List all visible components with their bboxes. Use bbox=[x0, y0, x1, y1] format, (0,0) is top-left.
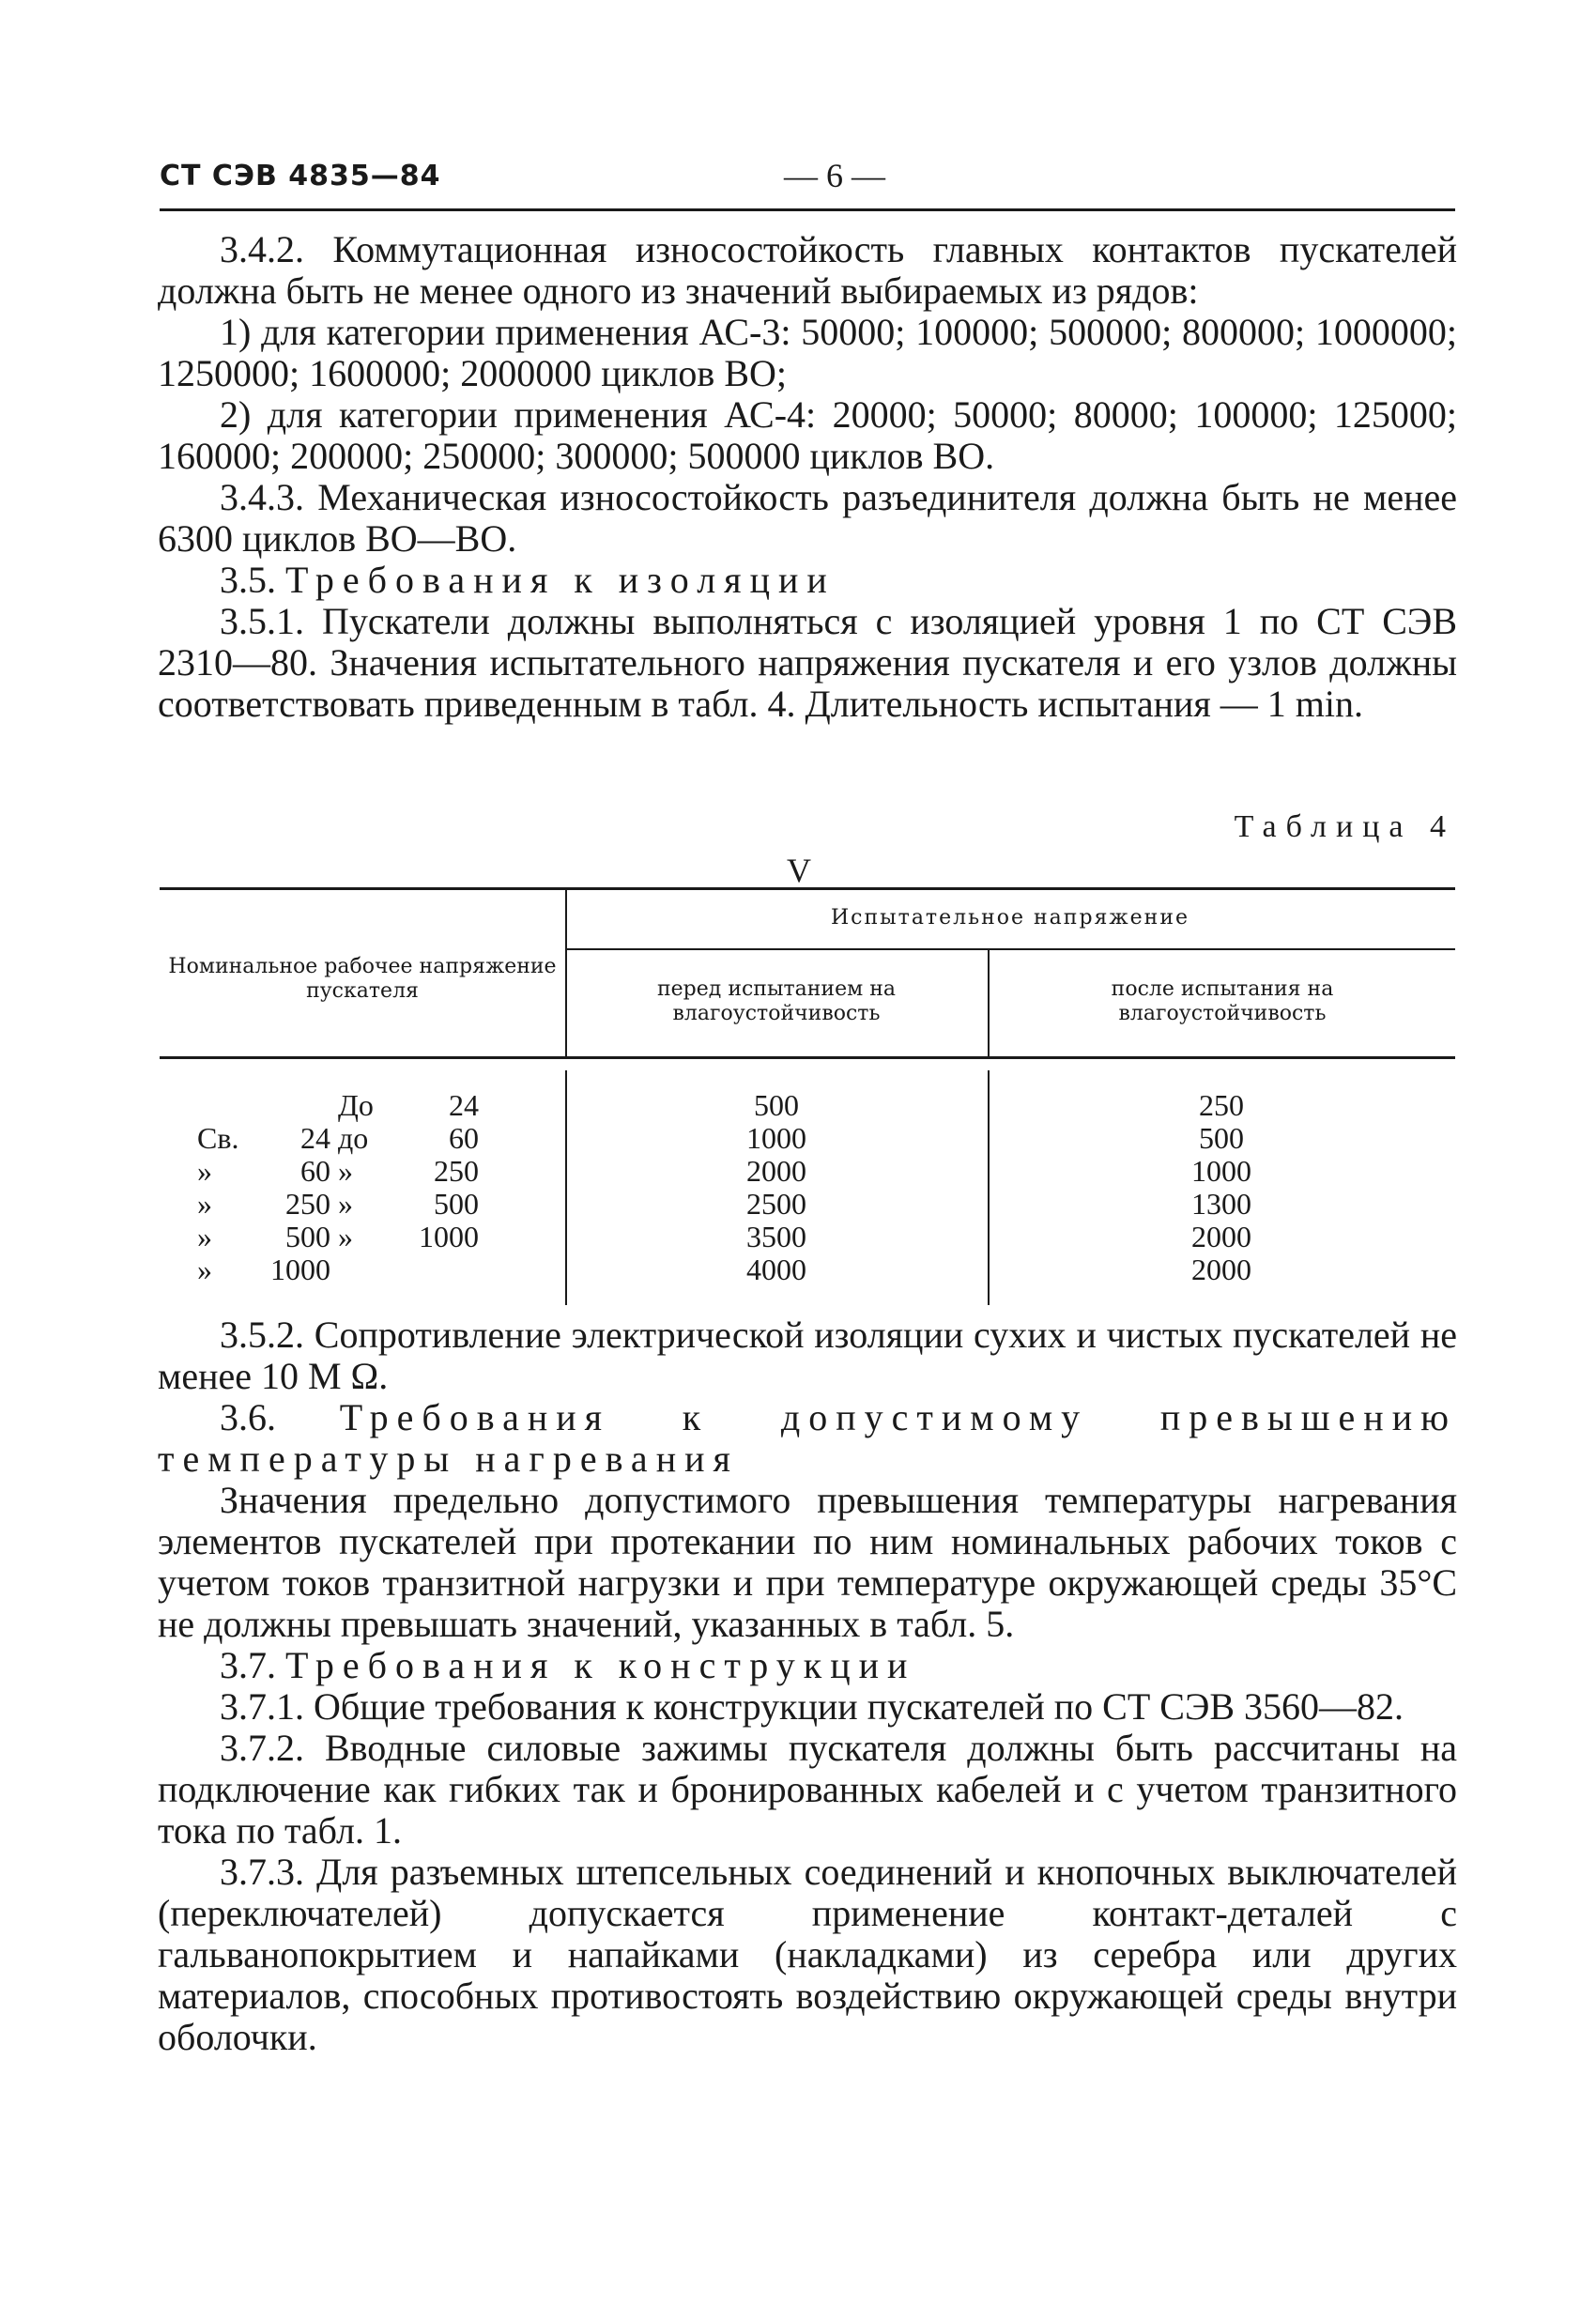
group-header-rule bbox=[565, 948, 1455, 950]
text-block-bottom bbox=[158, 1314, 1457, 2058]
section-title: Требования к допустимому превышению температуры нагревания bbox=[158, 1396, 1457, 1480]
column-divider bbox=[988, 948, 990, 1056]
table-row-label: » 1000 bbox=[197, 1253, 330, 1286]
paragraph-3-4-3: 3.4.3. Механическая износостойкость разъединителя должна быть не менее 6300 циклов ВО—ВО. bbox=[158, 476, 1457, 560]
cell-before-value: 4000 bbox=[746, 1253, 806, 1286]
paragraph-3-7-3: 3.7.3. Для разъемных штепсельных соединений и кнопочных выключателей (переключателей) допускается применение контакт-деталей с гальванопокрытием и напайками (накладками) из серебра или других материалов, способных противостоять воздействию окружающей среды внутри оболочки. bbox=[158, 1851, 1457, 2058]
page-header bbox=[160, 148, 1455, 205]
table-top-rule bbox=[160, 887, 1455, 890]
cell-after-value: 2000 bbox=[1191, 1220, 1251, 1253]
table-4 bbox=[160, 887, 1455, 1310]
cell-before-value: 500 bbox=[754, 1088, 799, 1122]
section-number: 3.6. bbox=[220, 1396, 276, 1438]
paragraph-3-7-1: 3.7.1. Общие требования к конструкции пускателей по СТ СЭВ 3560—82. bbox=[220, 1685, 1404, 1728]
paragraph-3-6-text: Значения предельно допустимого превышения температуры нагревания элементов пускателей при протекании по ним номинальных рабочих токов с учетом токов транзитной нагрузки и при температуре окружающей среды 35°С не должны превышать значений, указанных в табл. 5. bbox=[158, 1479, 1457, 1645]
table-unit: V bbox=[787, 852, 811, 889]
section-heading-3-5 bbox=[158, 560, 1457, 601]
section-title: Требования к конструкции bbox=[285, 1644, 916, 1686]
cell-before-value: 1000 bbox=[746, 1121, 806, 1155]
page-number: — 6 — bbox=[784, 157, 885, 194]
cell-after-value: 250 bbox=[1199, 1088, 1244, 1122]
document-code: СТ СЭВ 4835—84 bbox=[160, 160, 441, 192]
section-title: Требования к изоляции bbox=[285, 559, 836, 601]
cell-before-value: 3500 bbox=[746, 1220, 806, 1253]
section-number: 3.7. bbox=[220, 1644, 276, 1686]
table-row-label: » 60 » 250 bbox=[197, 1154, 479, 1188]
table-title: Таблица 4 bbox=[1234, 809, 1455, 844]
paragraph-3-5-2: 3.5.2. Сопротивление электрической изоляции сухих и чистых пускателей не менее 10 М Ω. bbox=[158, 1314, 1457, 1397]
section-heading-3-6 bbox=[158, 1397, 1457, 1480]
paragraph-ac4-list: 2) для категории применения АС-4: 20000; 50000; 80000; 100000; 125000; 160000; 200000; 250000; 300000; 500000 циклов ВО. bbox=[158, 393, 1457, 477]
table-header-rule bbox=[160, 1056, 1455, 1059]
header-rated-voltage: Номинальное рабочее напряжение пускателя bbox=[168, 955, 557, 1003]
table-row-label: До 24 bbox=[338, 1088, 479, 1122]
cell-after-value: 2000 bbox=[1191, 1253, 1251, 1286]
header-test-voltage: Испытательное напряжение bbox=[830, 906, 1190, 930]
section-heading-3-7 bbox=[158, 1645, 1457, 1686]
header-rule bbox=[160, 208, 1455, 211]
paragraph-ac3-list: 1) для категории применения АС-3: 50000; 100000; 500000; 800000; 1000000; 1250000; 1600000; 2000000 циклов ВО; bbox=[158, 311, 1457, 394]
paragraph-3-5-1: 3.5.1. Пускатели должны выполняться с изоляцией уровня 1 по СТ СЭВ 2310—80. Значения испытательного напряжения пускателя и его узлов должны соответствовать приведенным в табл. 4. Длительность испытания — 1 min. bbox=[158, 600, 1457, 725]
cell-after-value: 1000 bbox=[1191, 1154, 1251, 1188]
cell-before-value: 2500 bbox=[746, 1187, 806, 1221]
cell-before-value: 2000 bbox=[746, 1154, 806, 1188]
cell-after-value: 500 bbox=[1199, 1121, 1244, 1155]
cell-after-value: 1300 bbox=[1191, 1187, 1251, 1221]
section-number: 3.5. bbox=[220, 559, 276, 601]
paragraph-3-7-2: 3.7.2. Вводные силовые зажимы пускателя должны быть рассчитаны на подключение как гибких так и бронированных кабелей и с учетом транзитного тока по табл. 1. bbox=[158, 1727, 1457, 1852]
table-row-label: » 250 » 500 bbox=[197, 1187, 479, 1221]
table-row-label: » 500 » 1000 bbox=[197, 1220, 479, 1253]
text-block-top bbox=[158, 229, 1457, 725]
header-after-test: после испытания на влагоустойчивость bbox=[1111, 977, 1334, 1025]
table-row-label: Св. 24 до 60 bbox=[197, 1121, 479, 1155]
paragraph-3-4-2: 3.4.2. Коммутационная износостойкость главных контактов пускателей должна быть не менее одного из значений выбираемых из рядов: bbox=[158, 228, 1457, 312]
header-before-test: перед испытанием на влагоустойчивость bbox=[657, 977, 896, 1025]
